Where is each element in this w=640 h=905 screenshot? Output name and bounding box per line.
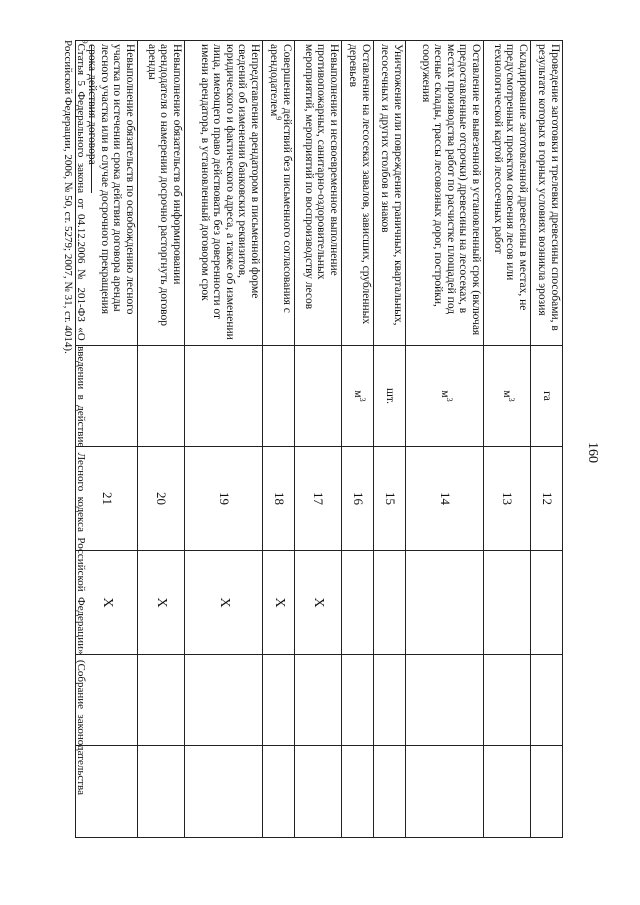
row-description: Уничтожение или повреждение граничных, квартальных, лесосечных и других столбов и знаков	[374, 41, 406, 346]
table-row	[406, 41, 484, 838]
row-number: 20	[138, 447, 185, 551]
footnote	[62, 40, 87, 795]
row-number: 14	[406, 447, 484, 551]
table-row	[185, 41, 263, 838]
row-description: Невыполнение и несвоевременное выполнение противопожарных, санитарно-оздоровительных мероприятий, мероприятий по воспроизводству лесов	[295, 41, 342, 346]
row-number: 18	[263, 447, 295, 551]
row-empty-cell	[531, 655, 563, 746]
row-unit: $м^3$	[342, 346, 374, 447]
row-empty-cell	[295, 746, 342, 838]
row-empty-cell	[295, 655, 342, 746]
row-description: Непредставление арендатором в письменной форме сведений об изменении банковских реквизитов, юридического и фактического адреса, а также об изменении лица, имеющего право действовать без доверенности от имени арендатора, в установленный договором срок	[185, 41, 263, 346]
table-row	[263, 41, 295, 838]
row-description: Оставление на лесосеках завалов, зависших, срубленных деревьев	[342, 41, 374, 346]
row-empty-cell	[406, 746, 484, 838]
row-unit	[185, 346, 263, 447]
row-mark: X	[185, 551, 263, 655]
row-description: Складирование заготовленной древесины в местах, не предусмотренных проектом освоения лесов или технологической картой лесосечных работ	[484, 41, 531, 346]
row-mark	[406, 551, 484, 655]
row-unit	[295, 346, 342, 447]
table-row	[342, 41, 374, 838]
table-row	[484, 41, 531, 838]
penalty-table	[75, 40, 563, 838]
table-row	[374, 41, 406, 838]
row-empty-cell	[484, 746, 531, 838]
row-number: 16	[342, 447, 374, 551]
row-empty-cell	[263, 746, 295, 838]
row-empty-cell	[185, 655, 263, 746]
row-empty-cell	[185, 746, 263, 838]
page-number: 160	[585, 442, 600, 463]
row-mark: X	[295, 551, 342, 655]
row-empty-cell	[531, 746, 563, 838]
table-row	[531, 41, 563, 838]
footnote-divider	[91, 45, 92, 193]
row-empty-cell	[342, 655, 374, 746]
row-mark	[374, 551, 406, 655]
row-mark	[342, 551, 374, 655]
row-description: Невыполнение обязательств об информировании арендодателя о намерении досрочно расторгнуть договор аренды	[138, 41, 185, 346]
row-number: 19	[185, 447, 263, 551]
row-unit: га	[531, 346, 563, 447]
row-empty-cell	[484, 655, 531, 746]
row-empty-cell	[342, 746, 374, 838]
row-empty-cell	[138, 655, 185, 746]
row-number: 17	[295, 447, 342, 551]
footnote-text: Статья 5 Федерального закона от 04.12.2006 № 201-ФЗ «О введении в действие Лесного кодекса Российской Федерации» (Собрание законодательства Российской Федерации, 2006, № 50, ст. 5279; 2007, № 31, ст. 4014).	[62, 40, 87, 795]
row-mark: X	[138, 551, 185, 655]
row-description: Невыполнение обязательств по освобождению лесного участка по истечении срока действия договора аренды лесного участка или в случае досрочного прекращения срока действия договора	[76, 41, 138, 346]
table-row	[138, 41, 185, 838]
row-description: Совершение действий без письменного согласования с арендодателем$^9$	[263, 41, 295, 346]
row-empty-cell	[138, 746, 185, 838]
row-unit: $м^3$	[484, 346, 531, 447]
row-empty-cell	[263, 655, 295, 746]
row-description: Проведение заготовки и трелевки древесины способами, в результате которых в горных условиях возникла эрозия	[531, 41, 563, 346]
row-number: 15	[374, 447, 406, 551]
row-number: 21	[76, 447, 138, 551]
row-unit	[138, 346, 185, 447]
row-unit: $м^3$	[406, 346, 484, 447]
row-mark: X	[263, 551, 295, 655]
row-mark	[531, 551, 563, 655]
table-row	[295, 41, 342, 838]
table-body	[76, 41, 563, 838]
row-unit: шт.	[374, 346, 406, 447]
row-description: Оставление не вывезенной в установленный срок (включая предоставленные отсрочки) древесины на лесосеках, в местах производства работ по расчистке площадей под лесные склады, трассы лесовозных дорог, постройки, сооружения	[406, 41, 484, 346]
row-number: 13	[484, 447, 531, 551]
row-number: 12	[531, 447, 563, 551]
row-mark	[484, 551, 531, 655]
footnote-marker: 9	[80, 40, 89, 44]
row-empty-cell	[374, 746, 406, 838]
row-mark: X	[76, 551, 138, 655]
row-empty-cell	[374, 655, 406, 746]
row-unit	[263, 346, 295, 447]
row-empty-cell	[406, 655, 484, 746]
